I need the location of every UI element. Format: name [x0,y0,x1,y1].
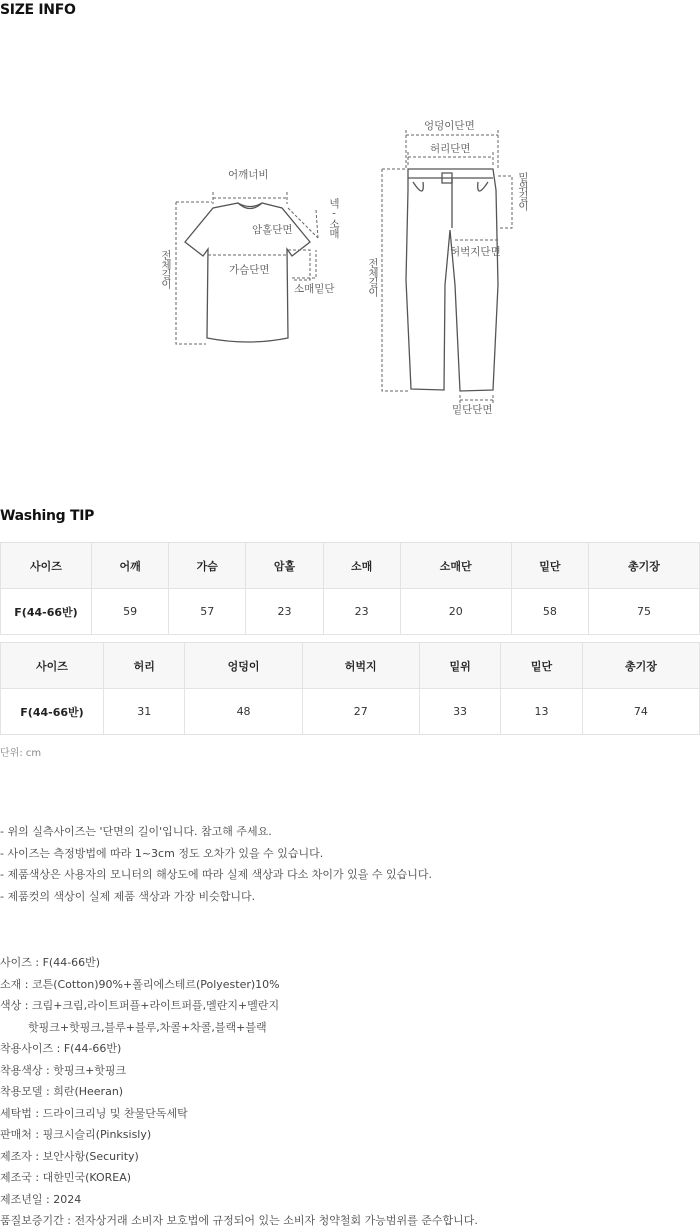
table-cell: 48 [185,689,302,735]
table-header-cell: 소매 [323,543,400,589]
note-line: - 사이즈는 측정방법에 따라 1~3cm 정도 오차가 있을 수 있습니다. [0,847,324,860]
table-header-cell: 밑위 [419,643,500,689]
table-cell: 20 [400,589,511,635]
table-cell: 75 [588,589,699,635]
table-header-cell: 가슴 [169,543,246,589]
top-size-table [0,542,700,635]
thigh-label: 허벅지단면 [450,246,501,258]
size-info-title: SIZE INFO [0,2,76,18]
table-header-cell: 사이즈 [1,543,92,589]
table-cell: 58 [511,589,588,635]
info-manufacturer: 제조자 : 보안사항(Security) [0,1150,139,1163]
table-cell: 23 [323,589,400,635]
hem-label: 밑단단면 [452,404,493,416]
info-size: 사이즈 : F(44-66반) [0,956,101,969]
table-cell: 27 [302,689,419,735]
washing-tip-title: Washing TIP [0,508,95,524]
table-header-cell: 허벅지 [302,643,419,689]
table-header-cell: 총기장 [582,643,699,689]
table-header-cell: 소매단 [400,543,511,589]
top-length-label: 전체길이 [160,250,172,288]
table-header-cell: 엉덩이 [185,643,302,689]
info-year: 제조년일 : 2024 [0,1193,82,1206]
info-model: 착용모델 : 희란(Heeran) [0,1085,124,1098]
info-color-continued: 핫핑크+핫핑크,블루+블루,차콜+차콜,블랙+블랙 [28,1021,267,1034]
cuff-label: 소매밑단 [294,283,335,295]
info-worn-color: 착용색상 : 핫핑크+핫핑크 [0,1064,127,1077]
note-line: - 위의 실측사이즈는 '단면의 길이'입니다. 참고해 주세요. [0,825,272,838]
table-cell: 13 [501,689,582,735]
shoulder-label: 어깨너비 [228,169,269,181]
pants-drawing [406,169,498,391]
info-seller: 판매처 : 핑크시슬리(Pinksisly) [0,1128,152,1141]
unit-label: 단위: cm [0,748,42,759]
info-country: 제조국 : 대한민국(KOREA) [0,1171,132,1184]
chest-label: 가슴단면 [229,264,270,276]
table-header-cell: 밑단 [511,543,588,589]
table-cell: 33 [419,689,500,735]
pants-size-table [0,642,700,735]
armhole-label: 암홀단면 [252,224,293,236]
table-header-cell: 허리 [104,643,185,689]
table-cell: 59 [92,589,169,635]
neck-sleeve-label: 넥-소매 [328,198,340,238]
rise-label: 밑위길이 [517,172,529,210]
table-header-cell: 밑단 [501,643,582,689]
garment-illustration [0,110,700,430]
table-header-cell: 암홀 [246,543,323,589]
waist-label: 허리단면 [430,143,471,155]
size-diagram [0,110,700,430]
table-cell: 74 [582,689,699,735]
table-cell: 31 [104,689,185,735]
table-cell: 57 [169,589,246,635]
table-cell: F(44-66반) [1,589,92,635]
note-line: - 제품색상은 사용자의 모니터의 해상도에 따라 실제 색상과 다소 차이가 있을 수 있습니다. [0,868,432,881]
table-header-row [1,543,700,589]
info-warranty: 품질보증기간 : 전자상거래 소비자 보호법에 규정되어 있는 소비자 청약철회 가능범위를 준수합니다. [0,1214,478,1227]
table-cell: F(44-66반) [1,689,104,735]
table-header-cell: 총기장 [588,543,699,589]
table-header-cell: 어깨 [92,543,169,589]
hip-label: 엉덩이단면 [424,120,475,132]
info-washing: 세탁법 : 드라이크리닝 및 찬물단독세탁 [0,1107,188,1120]
note-line: - 제품컷의 색상이 실제 제품 색상과 가장 비슷합니다. [0,890,256,903]
table-header-cell: 사이즈 [1,643,104,689]
table-row [1,689,700,735]
pants-length-label: 전체길이 [367,258,379,296]
table-cell: 23 [246,589,323,635]
info-material: 소재 : 코튼(Cotton)90%+폴리에스테르(Polyester)10% [0,978,280,991]
table-header-row [1,643,700,689]
table-row [1,589,700,635]
info-color: 색상 : 크림+크림,라이트퍼플+라이트퍼플,멜란지+멜란지 [0,999,280,1012]
info-worn-size: 착용사이즈 : F(44-66반) [0,1042,122,1055]
